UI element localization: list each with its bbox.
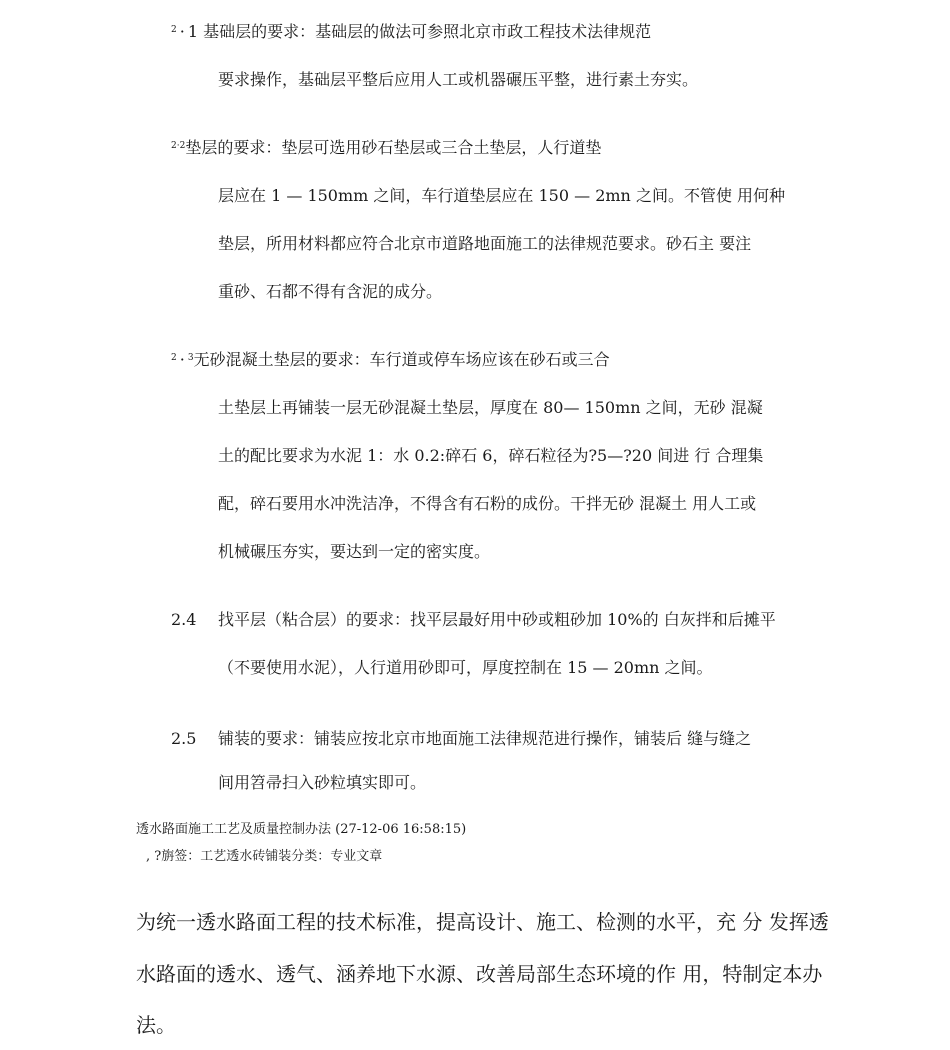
section-number-minor: 2 [179, 141, 186, 151]
section-2-3-heading [171, 350, 610, 373]
section-number-dot: · [179, 22, 185, 41]
section-2-2-line-1: 垫层的要求：垫层可选用砂石垫层或三合土垫层，人行道垫 [185, 138, 602, 157]
section-2-2-line-4: 重砂、石都不得有含泥的成分。 [218, 282, 443, 301]
section-number-dot: · [179, 350, 185, 369]
section-number-major: 2 [171, 141, 177, 151]
section-2-1-line-1: 基础层的要求：基础层的做法可参照北京市政工程技术法律规范 [203, 22, 652, 41]
section-2-5-line-1: 铺装的要求：铺装应按北京市地面施工法律规范进行操作，铺装后 缝与缝之 [218, 729, 752, 748]
section-number-major: 2 [171, 353, 177, 363]
section-number-dot: · [176, 141, 180, 151]
section-2-5-number: 2.5 [171, 729, 197, 748]
section-2-3-line-3: 土的配比要求为水泥 1：水 0.2:碎石 6，碎石粒径为?5—?20 间进 行 合理集 [218, 446, 764, 465]
article-title: 透水路面施工工艺及质量控制办法 (27-12-06 16:58:15) [136, 822, 467, 837]
article-tags: , ?旃签：工艺透水砖铺装分类：专业文章 [146, 849, 383, 864]
section-number-minor: 3 [187, 353, 194, 363]
section-2-4-number: 2.4 [171, 610, 197, 629]
section-2-3-line-2: 土垫层上再铺装一层无砂混凝土垫层，厚度在 80— 150mn 之间，无砂 混凝 [218, 398, 763, 417]
article-paragraph-line-2: 水路面的透水、透气、涵养地下水源、改善局部生态环境的作 用，特制定本办 [136, 962, 823, 986]
section-2-1-heading [171, 22, 651, 45]
section-2-5-line-2: 间用笤帚扫入砂粒填实即可。 [218, 773, 427, 792]
section-2-3-line-1: 无砂混凝土垫层的要求：车行道或停车场应该在砂石或三合 [193, 350, 610, 369]
section-2-3-line-4: 配，碎石要用水冲洗洁净，不得含有石粉的成份。干拌无砂 混凝土 用人工或 [218, 494, 757, 513]
section-number-minor: 1 [187, 22, 199, 41]
section-2-2-line-2: 层应在 1 — 150mm 之间，车行道垫层应在 150 — 2mn 之间。不管使 用何种 [218, 186, 786, 205]
section-2-4-line-2: （不要使用水泥），人行道用砂即可，厚度控制在 15 — 20mn 之间。 [218, 658, 713, 677]
section-2-1-line-2: 要求操作，基础层平整后应用人工或机器碾压平整，进行素土夯实。 [218, 70, 699, 89]
section-2-2-line-3: 垫层，所用材料都应符合北京市道路地面施工的法律规范要求。砂石主 要注 [218, 234, 752, 253]
article-paragraph-line-3: 法。 [136, 1013, 176, 1037]
section-2-3-line-5: 机械碾压夯实，要达到一定的密实度。 [218, 542, 491, 561]
section-number-major: 2 [171, 25, 177, 35]
section-2-4-line-1: 找平层（粘合层）的要求：找平层最好用中砂或粗砂加 10%的 白灰拌和后摊平 [218, 610, 776, 629]
section-2-2-heading [171, 138, 601, 161]
article-paragraph-line-1: 为统一透水路面工程的技术标准，提高设计、施工、检测的水平，充 分 发挥透 [136, 910, 829, 934]
